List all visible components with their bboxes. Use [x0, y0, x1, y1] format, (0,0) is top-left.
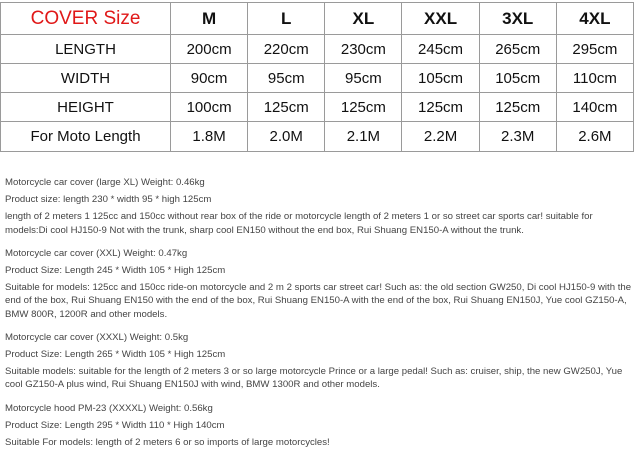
- table-cell: 105cm: [479, 64, 556, 93]
- table-cell: 95cm: [325, 64, 402, 93]
- table-row-moto-length: [1, 122, 634, 152]
- table-cell: 110cm: [556, 64, 633, 93]
- note-size: Product Size: Length 265 * Width 105 * High 125cm: [5, 349, 226, 361]
- table-cell: 230cm: [325, 35, 402, 64]
- table-row-width: [1, 64, 634, 93]
- row-label: HEIGHT: [1, 93, 171, 122]
- table-cell: 2.1M: [325, 122, 402, 152]
- note-text: Suitable for models: 125cc and 150cc ride-on motorcycle and 2 m 2 sports car street car! Such as: the old section GW250, Di cool HJ150-9 with the end of the box, Rui Shuang EN150 with the end of the box, Rui Shuang EN150-A with the end of the box, Rui Shuang EN150J, Yue cool GZ150-A, BMW 800R, 1200R and other models.: [5, 282, 632, 320]
- size-4xl-header: 4XL: [556, 3, 633, 35]
- note-size: Product Size: Length 245 * Width 105 * High 125cm: [5, 265, 226, 277]
- table-cell: 95cm: [248, 64, 325, 93]
- cover-size-title: COVER Size: [1, 3, 171, 35]
- table-row-height: [1, 93, 634, 122]
- note-xl: [5, 176, 635, 237]
- table-cell: 2.0M: [248, 122, 325, 152]
- note-xxl: [5, 247, 635, 321]
- row-label: LENGTH: [1, 35, 171, 64]
- table-cell: 295cm: [556, 35, 633, 64]
- size-3xl-header: 3XL: [479, 3, 556, 35]
- table-cell: 220cm: [248, 35, 325, 64]
- note-size: Product Size: Length 295 * Width 110 * High 140cm: [5, 419, 225, 431]
- table-header-row: [1, 3, 634, 35]
- size-xl-header: XL: [325, 3, 402, 35]
- table-cell: 265cm: [479, 35, 556, 64]
- table-cell: 105cm: [402, 64, 479, 93]
- table-cell: 200cm: [171, 35, 248, 64]
- note-title: Motorcycle car cover (large XL) Weight: 0.46kg: [5, 177, 205, 188]
- table-cell: 125cm: [248, 93, 325, 122]
- table-cell: 1.8M: [171, 122, 248, 152]
- table-cell: 140cm: [556, 93, 633, 122]
- table-row-length: [1, 35, 634, 64]
- note-title: Motorcycle car cover (XXXL) Weight: 0.5kg: [5, 331, 189, 343]
- note-title: Motorcycle car cover (XXL) Weight: 0.47kg: [5, 247, 188, 259]
- note-text: Suitable models: suitable for the length of 2 meters 3 or so large motorcycle Prince or a large pedal! Such as: cruiser, ship, the new GW250J, Yue cool GZ150-A plus wind, Rui Shuang EN150J with wind, BMW 1300R and other models.: [5, 366, 623, 391]
- size-m-header: M: [171, 3, 248, 35]
- row-label: WIDTH: [1, 64, 171, 93]
- table-cell: 125cm: [325, 93, 402, 122]
- note-text: Suitable For models: length of 2 meters 6 or so imports of large motorcycles!: [5, 437, 330, 449]
- size-chart-table: [0, 2, 634, 152]
- note-xxxl: [5, 331, 635, 392]
- note-title: Motorcycle hood PM-23 (XXXXL) Weight: 0.56kg: [5, 402, 213, 414]
- table-cell: 100cm: [171, 93, 248, 122]
- table-cell: 2.3M: [479, 122, 556, 152]
- table-cell: 245cm: [402, 35, 479, 64]
- size-l-header: L: [248, 3, 325, 35]
- size-xxl-header: XXL: [402, 3, 479, 35]
- product-notes: [5, 176, 635, 459]
- table-cell: 125cm: [479, 93, 556, 122]
- table-cell: 2.6M: [556, 122, 633, 152]
- note-xxxxl: [5, 402, 635, 450]
- row-label: For Moto Length: [1, 122, 171, 152]
- note-text: length of 2 meters 1 125cc and 150cc without rear box of the ride or motorcycle length of 2 meters 1 or so street car sports car! suitable for models:Di cool HJ150-9 Not with the trunk, sharp cool EN150 without the end box, Rui Shuang EN150-A without the trunk.: [5, 211, 593, 236]
- table-cell: 90cm: [171, 64, 248, 93]
- table-cell: 125cm: [402, 93, 479, 122]
- note-size: Product size: length 230 * width 95 * high 125cm: [5, 194, 212, 206]
- table-cell: 2.2M: [402, 122, 479, 152]
